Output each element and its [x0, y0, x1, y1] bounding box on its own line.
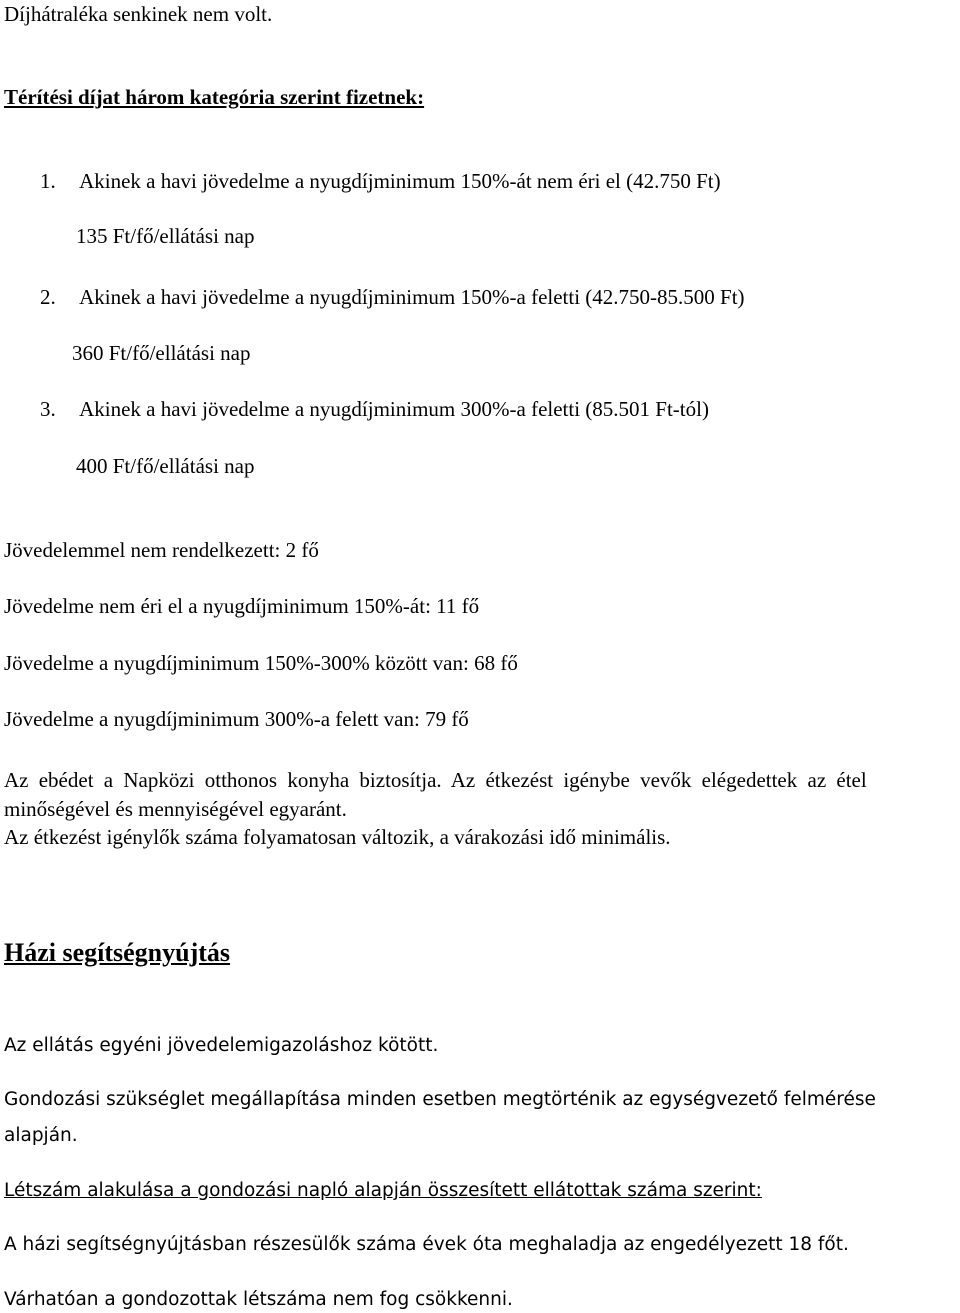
headcount-heading: Létszám alakulása a gondozási napló alapján összesített ellátottak száma szerint: [4, 1180, 762, 1201]
list-number: 1. [40, 169, 56, 193]
category-condition: Akinek a havi jövedelme a nyugdíjminimum 300%-a feletti (85.501 Ft-tól) [79, 397, 709, 421]
no-arrears-text: Díjhátraléka senkinek nem volt. [4, 2, 273, 26]
income-linked-text: Az ellátás egyéni jövedelemigazoláshoz kötött. [4, 1035, 439, 1056]
care-need-line: alapján. [4, 1125, 78, 1146]
paragraph-line: minőségével és mennyiségével egyaránt. [4, 797, 347, 821]
list-number: 2. [40, 285, 56, 309]
category-condition: Akinek a havi jövedelme a nyugdíjminimum 150%-át nem éri el (42.750 Ft) [79, 169, 721, 193]
category-fee: 360 Ft/fő/ellátási nap [72, 341, 251, 365]
category-fee: 135 Ft/fő/ellátási nap [76, 224, 255, 248]
section-title: Házi segítségnyújtás [4, 938, 231, 967]
income-stat-line: Jövedelemmel nem rendelkezett: 2 fő [4, 538, 319, 562]
participants-text: A házi segítségnyújtásban részesülők száma évek óta meghaladja az engedélyezett 18 főt. [4, 1234, 849, 1255]
income-stat-line: Jövedelme a nyugdíjminimum 300%-a felett van: 79 fő [4, 707, 469, 731]
paragraph-line: Az étkezést igénylők száma folyamatosan változik, a várakozási idő minimális. [4, 825, 671, 849]
income-stat-line: Jövedelme a nyugdíjminimum 150%-300% között van: 68 fő [4, 651, 518, 675]
income-stat-line: Jövedelme nem éri el a nyugdíjminimum 150%-át: 11 fő [4, 594, 480, 618]
category-fee: 400 Ft/fő/ellátási nap [76, 454, 255, 478]
fee-categories-heading: Térítési díjat három kategória szerint fizetnek: [4, 85, 425, 109]
category-condition: Akinek a havi jövedelme a nyugdíjminimum 150%-a feletti (42.750-85.500 Ft) [79, 285, 745, 309]
expected-text: Várhatóan a gondozottak létszáma nem fog csökkenni. [4, 1289, 513, 1310]
paragraph-line: Az ebédet a Napközi otthonos konyha biztosítja. Az étkezést igénybe vevők elégedettek az étel [4, 768, 867, 792]
list-number: 3. [40, 397, 56, 421]
care-need-line: Gondozási szükséglet megállapítása minden esetben megtörténik az egységvezető felmérése [4, 1089, 876, 1110]
